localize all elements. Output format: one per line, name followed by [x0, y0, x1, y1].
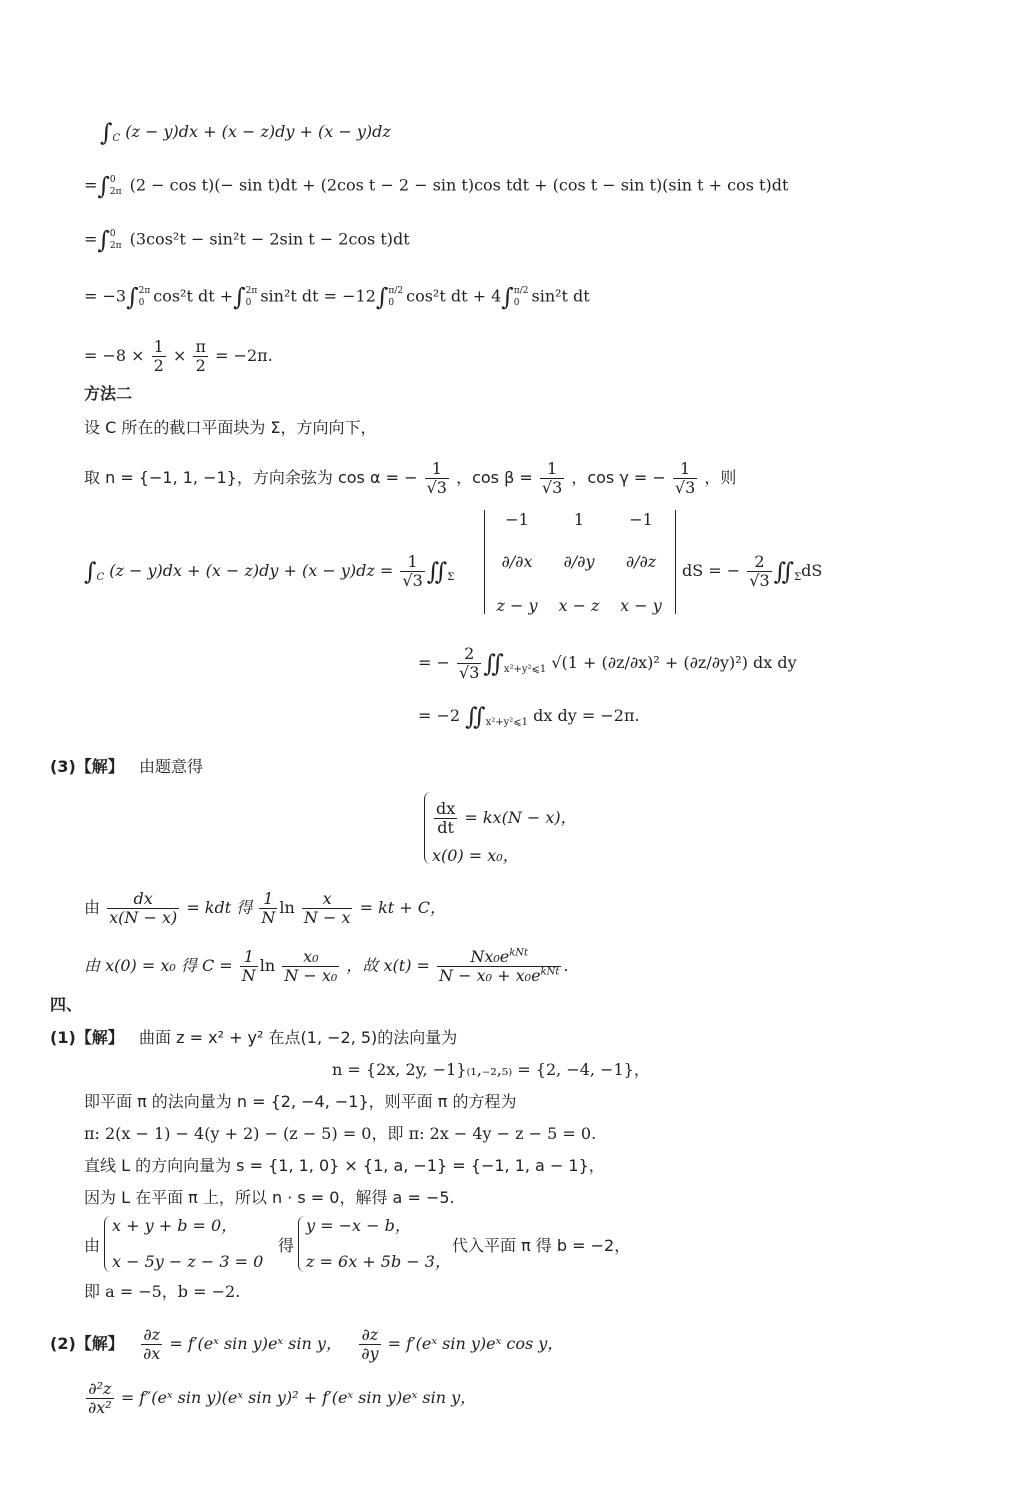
- p3-l2-b: ln: [259, 956, 276, 975]
- m2-l2-c: ，cos γ = −: [571, 468, 666, 487]
- frac-x-Nx: $\frac{x}{N - x}$: [303, 889, 351, 927]
- s4-p1-line-8: 即 a = −5，b = −2.: [84, 1282, 241, 1301]
- part3-heading: [50, 757, 203, 777]
- det-r1c1: −1: [505, 510, 529, 529]
- eq-line-2-expr: (2 − cos t)(− sin t)dt + (2cos t − 2 − sin t)cos tdt + (cos t − sin t)(sin t + cos t)dt: [129, 175, 789, 195]
- s4-p1-line-7-c: 代入平面 π 得 b = −2，: [452, 1236, 631, 1255]
- method-two-heading: 方法二: [84, 384, 133, 403]
- p3-l2-a: 由 x(0) = x₀ 得 C =: [84, 956, 233, 975]
- eq-line-4: = −3∫ 2π 0 cos²t dt +∫ 2π 0 sin²t dt = −12∫ π/2 0 cos²t dt + 4∫ π/2 0 sin²t dt: [84, 283, 590, 311]
- s4-p2-label: (2)【解】: [50, 1334, 124, 1353]
- det-r1c3: −1: [629, 510, 653, 529]
- s4-system-3: y = −x − b，: [306, 1216, 411, 1235]
- eq-line-4-e: sin²t dt: [531, 286, 590, 306]
- frac-1-sqrt3-d: $\frac{1}{√3}$: [402, 552, 423, 590]
- m2-r2-b: dx dy = −2π.: [533, 706, 640, 725]
- det-lhs-expr: (z − y)dx + (x − z)dy + (x − y)dz =: [109, 561, 394, 580]
- eq-line-2: =∫ 0 2π (2 − cos t)(− sin t)dt + (2cos t − 2 − sin t)cos tdt + (cos t − sin t)(sin t + cos t)dt: [84, 172, 789, 200]
- s4-p1-label: (1)【解】: [50, 1028, 124, 1047]
- s4-p2-l1-a: = f′(eˣ sin y)eˣ sin y，: [169, 1334, 342, 1353]
- determinant: [484, 510, 676, 614]
- eq-line-4-d: cos²t dt + 4: [406, 286, 502, 306]
- part3-line-2: [84, 948, 568, 985]
- frac-2-sqrt3: $\frac{2}{√3}$: [749, 552, 770, 590]
- p3-l1-a: 由: [84, 898, 101, 917]
- det-rhs-a: dS = −: [682, 561, 741, 580]
- frac-2-sqrt3-b: $\frac{2}{√3}$: [459, 644, 480, 682]
- frac-dx-dt: $\frac{dx}{dt}$: [436, 799, 456, 837]
- determinant-lhs: $\int_C$ (z − y)dx + (x − z)dy + (x − y)dz = $\frac{1}{√3}$ $∬_\Sigma$: [84, 552, 455, 590]
- method-two-line-1: 设 C 所在的截口平面块为 Σ，方向向下，: [84, 418, 377, 437]
- frac-d2z-dx2: $\frac{\text{∂²z}}{\text{∂x²}}$: [88, 1379, 112, 1417]
- frac-1-sqrt3-c: $\frac{1}{√3}$: [674, 459, 696, 497]
- eq-line-3-expr: (3cos²t − sin²t − 2sin t − 2cos t)dt: [129, 229, 410, 249]
- frac-solution: $\frac{Nx_0e^{kNt}}{N - x_0 + x_0e^{kNt}}$: [439, 947, 560, 985]
- s4-p1-line-7-b: 得: [278, 1236, 295, 1255]
- s4-p1-line-3: 即平面 π 的法向量为 n = {2, −4, −1}，则平面 π 的方程为: [84, 1092, 517, 1111]
- system-brace-1: [424, 792, 431, 864]
- p3-l1-d: = kt + C，: [359, 898, 447, 917]
- system-brace-3: [298, 1216, 305, 1272]
- p3-l2-d: .: [563, 956, 569, 975]
- s4-p1-line-7-a: 由: [84, 1236, 101, 1255]
- fraction-half: $\frac{1}{2}$: [153, 337, 164, 375]
- det-r2c3: ∂/∂z: [625, 552, 657, 571]
- s4-p2-line-1: [50, 1326, 563, 1363]
- m2-l2-b: ，cos β =: [456, 468, 533, 487]
- region-b: x²+y²⩽1: [485, 717, 529, 729]
- method-two-result-1: = − $\frac{2}{√3}$ $∬_{x^2+y^2⩽1}$ √(1 + (∂z/∂x)² + (∂z/∂y)²) dx dy: [418, 644, 797, 682]
- det-r3c1: z − y: [496, 596, 538, 615]
- det-r3c3: x − y: [620, 596, 662, 615]
- m2-l2-d: ，则: [704, 468, 737, 487]
- eq-line-5: [84, 338, 273, 375]
- det-r3c2: x − z: [558, 596, 600, 615]
- determinant-rhs: dS = − $\frac{2}{√3}$ $∬_\Sigma dS$: [682, 552, 823, 590]
- p3-l2-c: ，故 x(t) =: [346, 956, 430, 975]
- s4-p2-line-2: [84, 1380, 476, 1417]
- frac-1-sqrt3-a: $\frac{1}{√3}$: [426, 459, 447, 497]
- s4-system-2: x − 5y − z − 3 = 0: [112, 1252, 264, 1271]
- s4-p2-l2: = f″(eˣ sin y)(eˣ sin y)² + f′(eˣ sin y)eˣ sin y，: [120, 1388, 477, 1407]
- fraction-pi-half: $\frac{\pi}{2}$: [195, 337, 206, 375]
- eq-line-4-b: cos²t dt +: [153, 286, 234, 306]
- part3-system-1: [432, 800, 577, 837]
- eq-line-1: $\int_C$ (z − y)dx + (x − z)dy + (x − y)dz: [100, 118, 391, 147]
- frac-1-N: $\frac{1}{N}$: [261, 889, 276, 927]
- frac-x0-Nx0: $\frac{\text{x₀}}{\text{N − x₀}}$: [284, 947, 338, 985]
- frac-dx-xNx: $\frac{dx}{x(N - x)}$: [109, 889, 178, 927]
- eq-line-5-c: = −2π.: [215, 346, 273, 365]
- method-two-line-2: [84, 460, 736, 497]
- p3-l1-b: = kdt 得: [186, 898, 253, 917]
- section-four-title: 四、: [50, 995, 83, 1014]
- s4-p1-line-5: 直线 L 的方向向量为 s = {1, 1, 0} × {1, a, −1} = {−1, 1, a − 1}，: [84, 1156, 605, 1175]
- part3-label: (3)【解】: [50, 757, 124, 776]
- eq-line-5-a: = −8 ×: [84, 346, 145, 365]
- m2-r1-a: = −: [418, 653, 450, 672]
- part3-intro: 由题意得: [139, 757, 204, 776]
- part3-line-1: [84, 890, 446, 927]
- region-a: x²+y²⩽1: [503, 664, 547, 676]
- system-brace-2: [104, 1216, 111, 1272]
- frac-dz-dx: $\frac{\partial z}{\partial x}$: [143, 1325, 161, 1363]
- method-two-result-2: = −2 $∬_{x^2+y^2⩽1}$ dx dy = −2π.: [418, 702, 640, 731]
- s4-system-4: z = 6x + 5b − 3，: [306, 1252, 451, 1271]
- eq-line-3: =∫ 0 2π (3cos²t − sin²t − 2sin t − 2cos t)dt: [84, 226, 410, 254]
- s4-p1-line-4: π: 2(x − 1) − 4(y + 2) − (z − 5) = 0，即 π: 2x − 4y − z − 5 = 0.: [84, 1124, 597, 1143]
- det-r1c2: 1: [573, 510, 585, 529]
- m2-r1-b: dx dy: [753, 653, 797, 672]
- det-r2c2: ∂/∂y: [563, 552, 595, 571]
- s4-p1-line-2: n = {2x, 2y, −1}₍₁,₋₂,₅₎ = {2, −4, −1}，: [332, 1060, 650, 1079]
- frac-dz-dy: $\frac{\partial z}{\partial y}$: [361, 1325, 379, 1363]
- eq-line-1-expr: (z − y)dx + (x − z)dy + (x − y)dz: [125, 122, 391, 141]
- eq-line-5-b: ×: [172, 346, 187, 365]
- s4-p1-l1: 曲面 z = x² + y² 在点(1, −2, 5)的法向量为: [139, 1028, 458, 1047]
- part3-system-2: x(0) = x₀，: [432, 846, 519, 865]
- p3-l1-c: ln: [279, 898, 295, 917]
- eq-line-4-c: sin²t dt = −12: [260, 286, 376, 306]
- s4-p1-line-6: 因为 L 在平面 π 上，所以 n · s = 0，解得 a = −5.: [84, 1188, 455, 1207]
- det-rhs-b: dS: [801, 561, 823, 580]
- eq-line-4-a: = −3: [84, 286, 127, 306]
- s4-p1-line-1: [50, 1028, 457, 1048]
- frac-1-sqrt3-b: $\frac{1}{√3}$: [541, 459, 563, 497]
- s4-p2-l1-b: = f′(eˣ sin y)eˣ cos y，: [387, 1334, 564, 1353]
- frac-1-N-b: $\frac{1}{N}$: [241, 947, 256, 985]
- system-eq-1: = kx(N − x)，: [464, 808, 577, 827]
- m2-l2-a: 取 n = {−1, 1, −1}，方向余弦为 cos α = −: [84, 468, 418, 487]
- m2-r2-a: = −2: [418, 706, 461, 725]
- det-r2c1: ∂/∂x: [501, 552, 533, 571]
- s4-system-1: x + y + b = 0，: [112, 1216, 238, 1235]
